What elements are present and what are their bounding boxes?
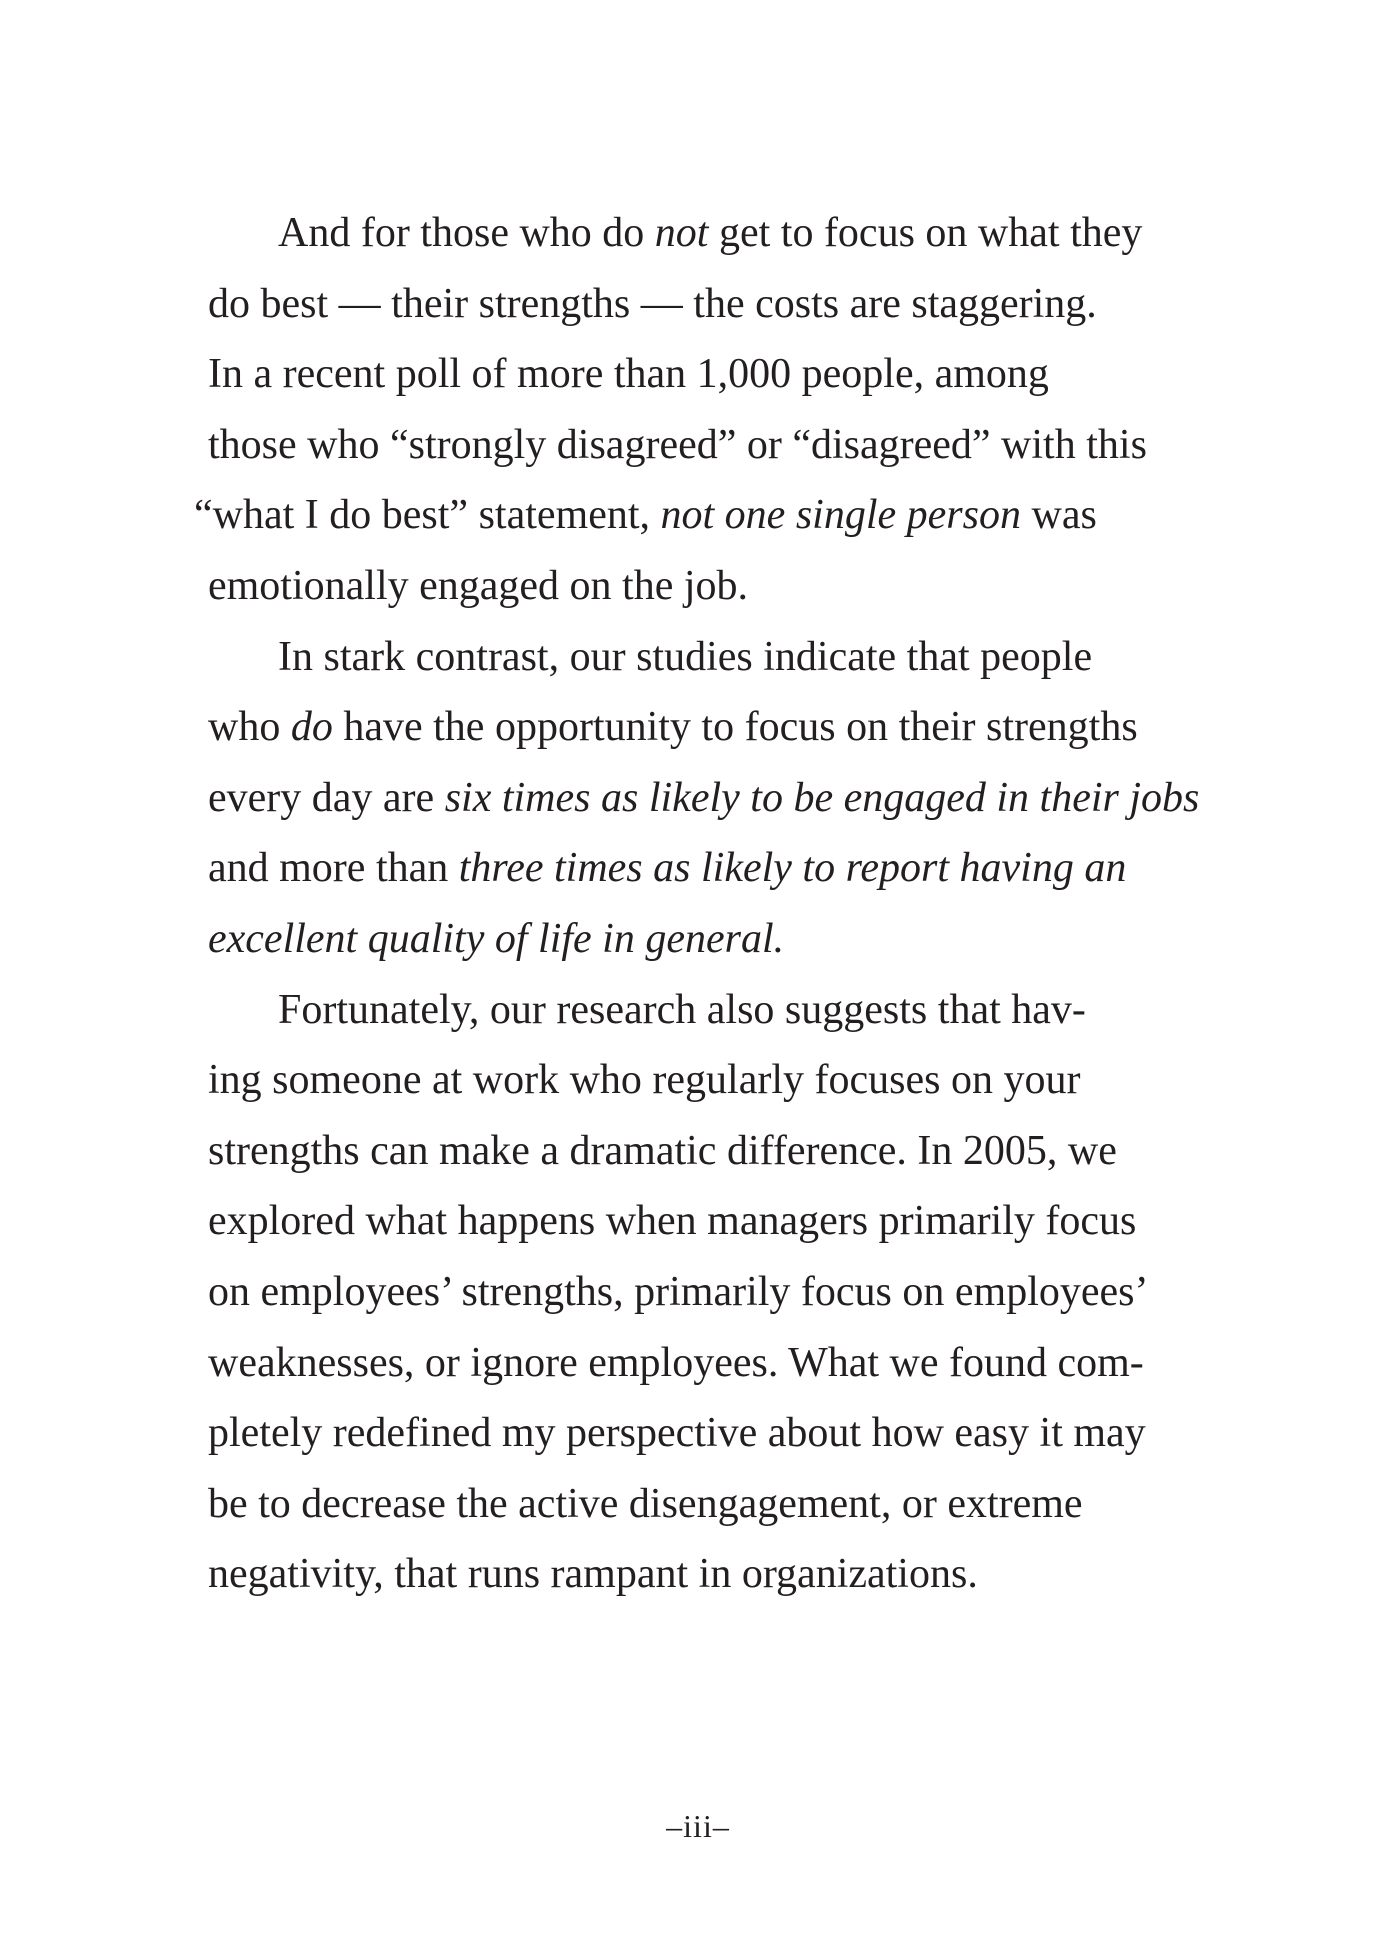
text-line: strengths can make a dramatic difference. In 2005, we (208, 1127, 1117, 1174)
text-line: those who “strongly disagreed” or “disagreed” with this (208, 421, 1147, 468)
text-line: excellent quality of life in general. (208, 915, 785, 962)
text-line: every day are six times as likely to be engaged in their jobs (208, 774, 1200, 821)
text-line: “what I do best” statement, not one single person was (194, 492, 1097, 539)
text-line: emotionally engaged on the job. (208, 562, 749, 609)
text-line: pletely redefined my perspective about how easy it may (208, 1410, 1146, 1457)
text-line: ing someone at work who regularly focuses on your (208, 1057, 1081, 1104)
text-line: on employees’ strengths, primarily focus on employees’ (208, 1268, 1149, 1315)
text-line: be to decrease the active disengagement, or extreme (208, 1480, 1083, 1527)
text-line: Fortunately, our research also suggests that hav- (278, 986, 1086, 1033)
text-line: In stark contrast, our studies indicate that people (278, 633, 1093, 680)
text-line: and more than three times as likely to report having an (208, 845, 1127, 892)
text-line: do best — their strengths — the costs are staggering. (208, 280, 1097, 327)
text-line: weaknesses, or ignore employees. What we found com- (208, 1339, 1144, 1386)
text-line: who do have the opportunity to focus on their strengths (208, 704, 1138, 751)
text-line: explored what happens when managers primarily focus (208, 1198, 1137, 1245)
text-line: In a recent poll of more than 1,000 people, among (208, 351, 1049, 398)
page-number: –iii– (666, 1808, 730, 1844)
text-line: And for those who do not get to focus on what they (278, 210, 1143, 256)
body-text (194, 198, 1226, 1610)
text-line: negativity, that runs rampant in organizations. (208, 1551, 978, 1598)
